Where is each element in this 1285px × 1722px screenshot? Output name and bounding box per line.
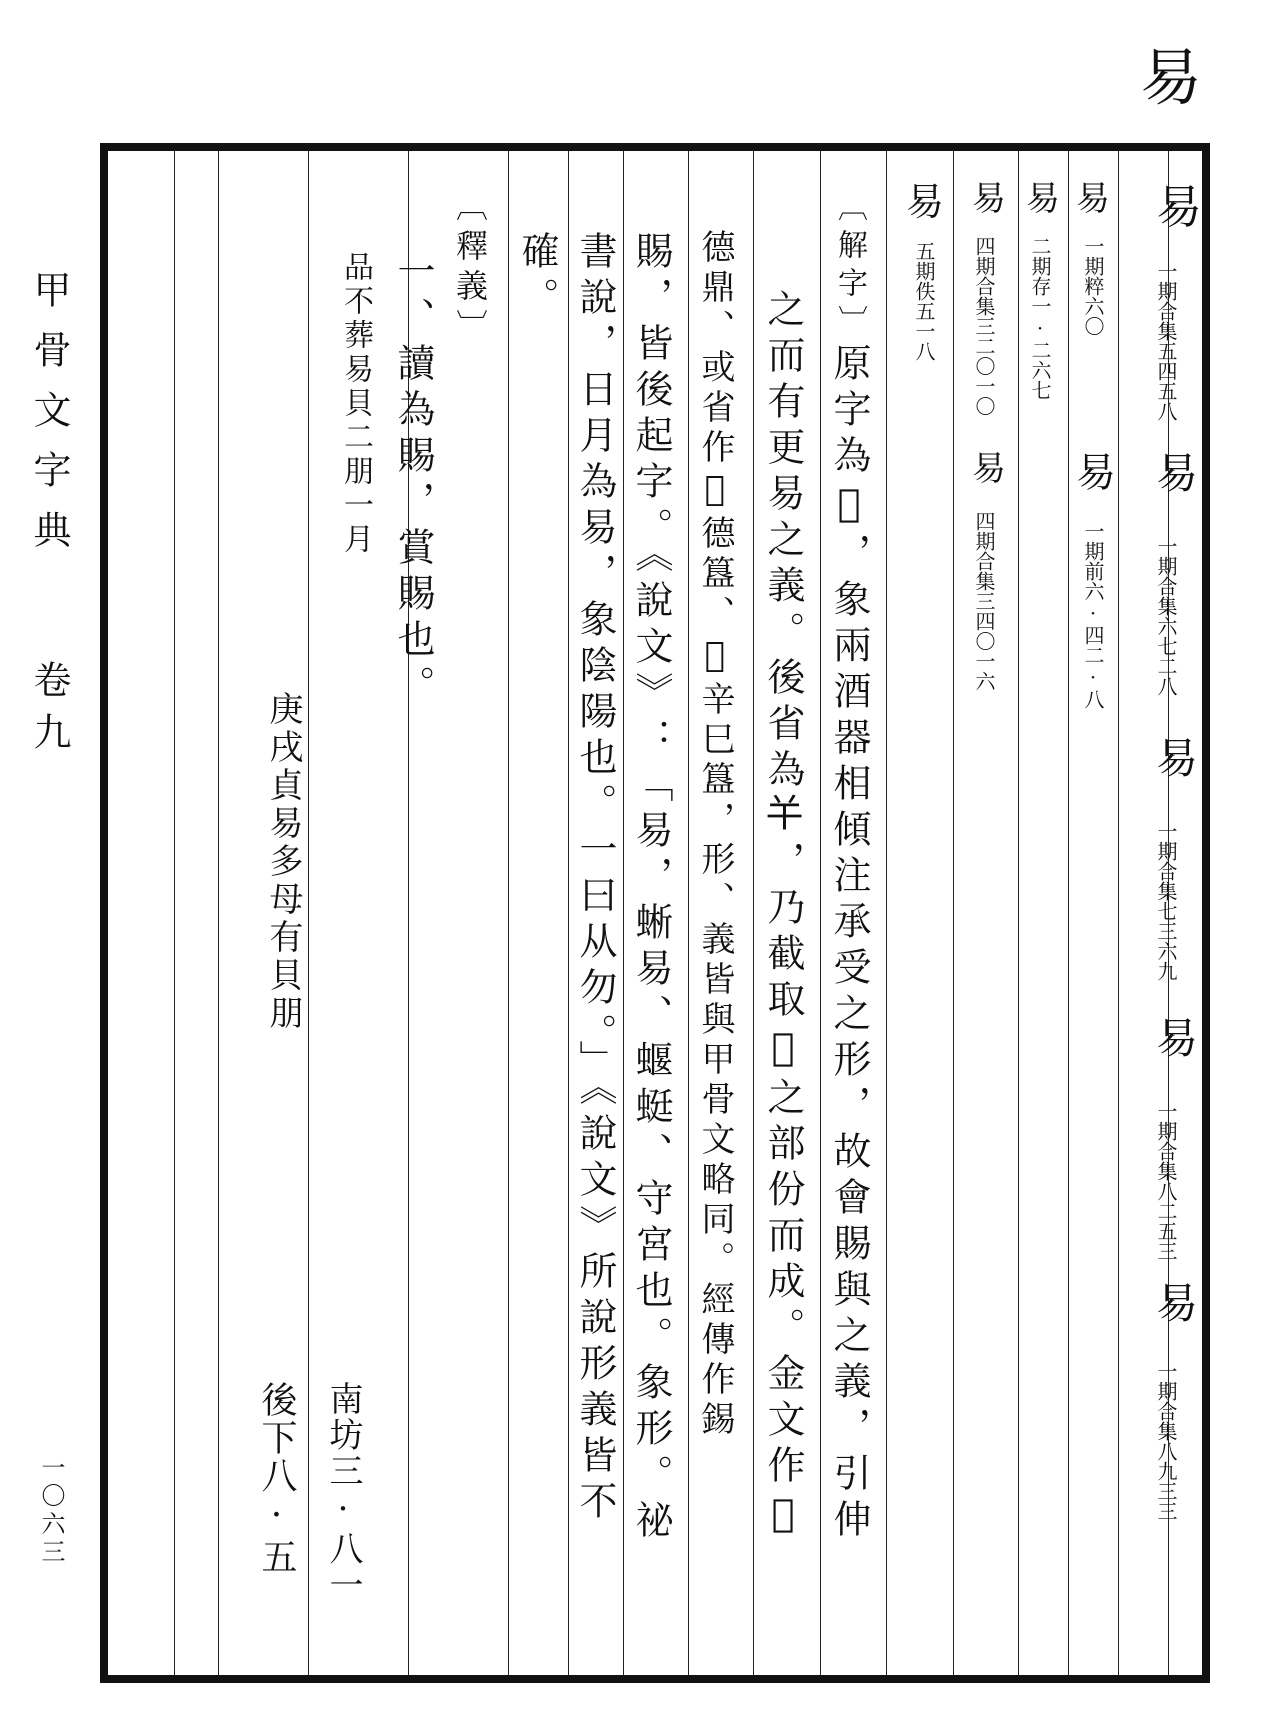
oracle-form-glyph: 易 (972, 179, 1006, 219)
oracle-form-glyph: 易 (1156, 180, 1202, 234)
form-citation: 五期佚五一八 (912, 241, 936, 361)
entry-frame (100, 143, 1210, 1683)
head-character: 易 (1140, 41, 1203, 114)
explanation-line: 書說，日月為易，象陰陽也。一曰从勿。」《說文》所說形義皆不 (573, 231, 617, 1527)
column-rule (174, 151, 175, 1676)
form-citation: 一期合集八九三三 (1154, 1361, 1178, 1521)
explanation-line: 之而有更易之義。後省為𢆉，乃截取𢅲之部份而成。金文作𢇔 (761, 289, 805, 1543)
meaning-item: 一、讀為賜，賞賜也。 (391, 251, 435, 711)
form-citation: 四期合集三四〇一六 (972, 511, 996, 691)
column-rule (568, 151, 569, 1676)
oracle-form-glyph: 易 (1156, 1279, 1199, 1328)
form-citation: 一期合集五四五八 (1154, 261, 1178, 421)
form-citation: 一期合集七三六九 (1154, 821, 1178, 981)
form-citation: 一期前六·四二·八 (1081, 521, 1105, 709)
column-rule (623, 151, 624, 1676)
explanation-line: 〔解字〕原字為𢅲，象兩酒器相傾注承受之形，故會賜與之義，引伸 (827, 191, 871, 1545)
column-rule (1018, 151, 1019, 1676)
column-rule (820, 151, 821, 1676)
oracle-form-glyph: 易 (1076, 450, 1116, 496)
explanation-line: 賜，皆後起字。《說文》：「易，蜥易、蝘蜓、守宮也。象形。祕 (629, 231, 673, 1546)
column-rule (953, 151, 954, 1676)
column-rule (688, 151, 689, 1676)
column-rule (508, 151, 509, 1676)
column-rule (308, 151, 309, 1676)
form-citation: 一期合集六七二八 (1154, 536, 1178, 696)
form-citation: 一期合集八二五三 (1154, 1101, 1178, 1261)
column-rule (753, 151, 754, 1676)
example-source: 南坊三·八一 (323, 1381, 363, 1603)
oracle-form-glyph: 易 (1156, 734, 1199, 783)
form-citation: 四期合集三二〇一〇 (972, 236, 996, 416)
example-transcription: 品不葬易貝二朋一月 (338, 251, 373, 557)
form-citation: 二期存一·二六七 (1028, 236, 1052, 400)
column-rule (886, 151, 887, 1676)
page-number: 一〇六三 (37, 1455, 65, 1567)
explanation-line: 德鼎、或省作𢅲德簋、𢆉辛巳簋，形、義皆與甲骨文略同。經傳作錫 (695, 229, 735, 1441)
column-rule (218, 151, 219, 1676)
volume-label: 卷九 (27, 660, 71, 764)
example-transcription: 庚戌貞易多母有貝朋 (263, 691, 303, 1033)
form-citation: 一期粹六〇 (1081, 236, 1105, 336)
oracle-form-glyph: 易 (1156, 449, 1199, 498)
explanation-line: 確。 (515, 231, 559, 323)
column-rule (1068, 151, 1069, 1676)
book-title: 甲骨文字典 (27, 270, 71, 570)
meaning-label: 〔釋義〕 (451, 189, 489, 349)
oracle-form-glyph: 易 (1156, 1014, 1199, 1063)
oracle-form-glyph: 易 (972, 449, 1006, 489)
oracle-form-glyph: 易 (1076, 179, 1110, 219)
example-source: 後下八·五 (256, 1381, 297, 1576)
oracle-form-glyph: 易 (1026, 179, 1060, 219)
column-rule (1118, 151, 1119, 1676)
explanation-label: 〔解字〕 (832, 191, 867, 343)
oracle-form-glyph: 易 (906, 180, 945, 224)
